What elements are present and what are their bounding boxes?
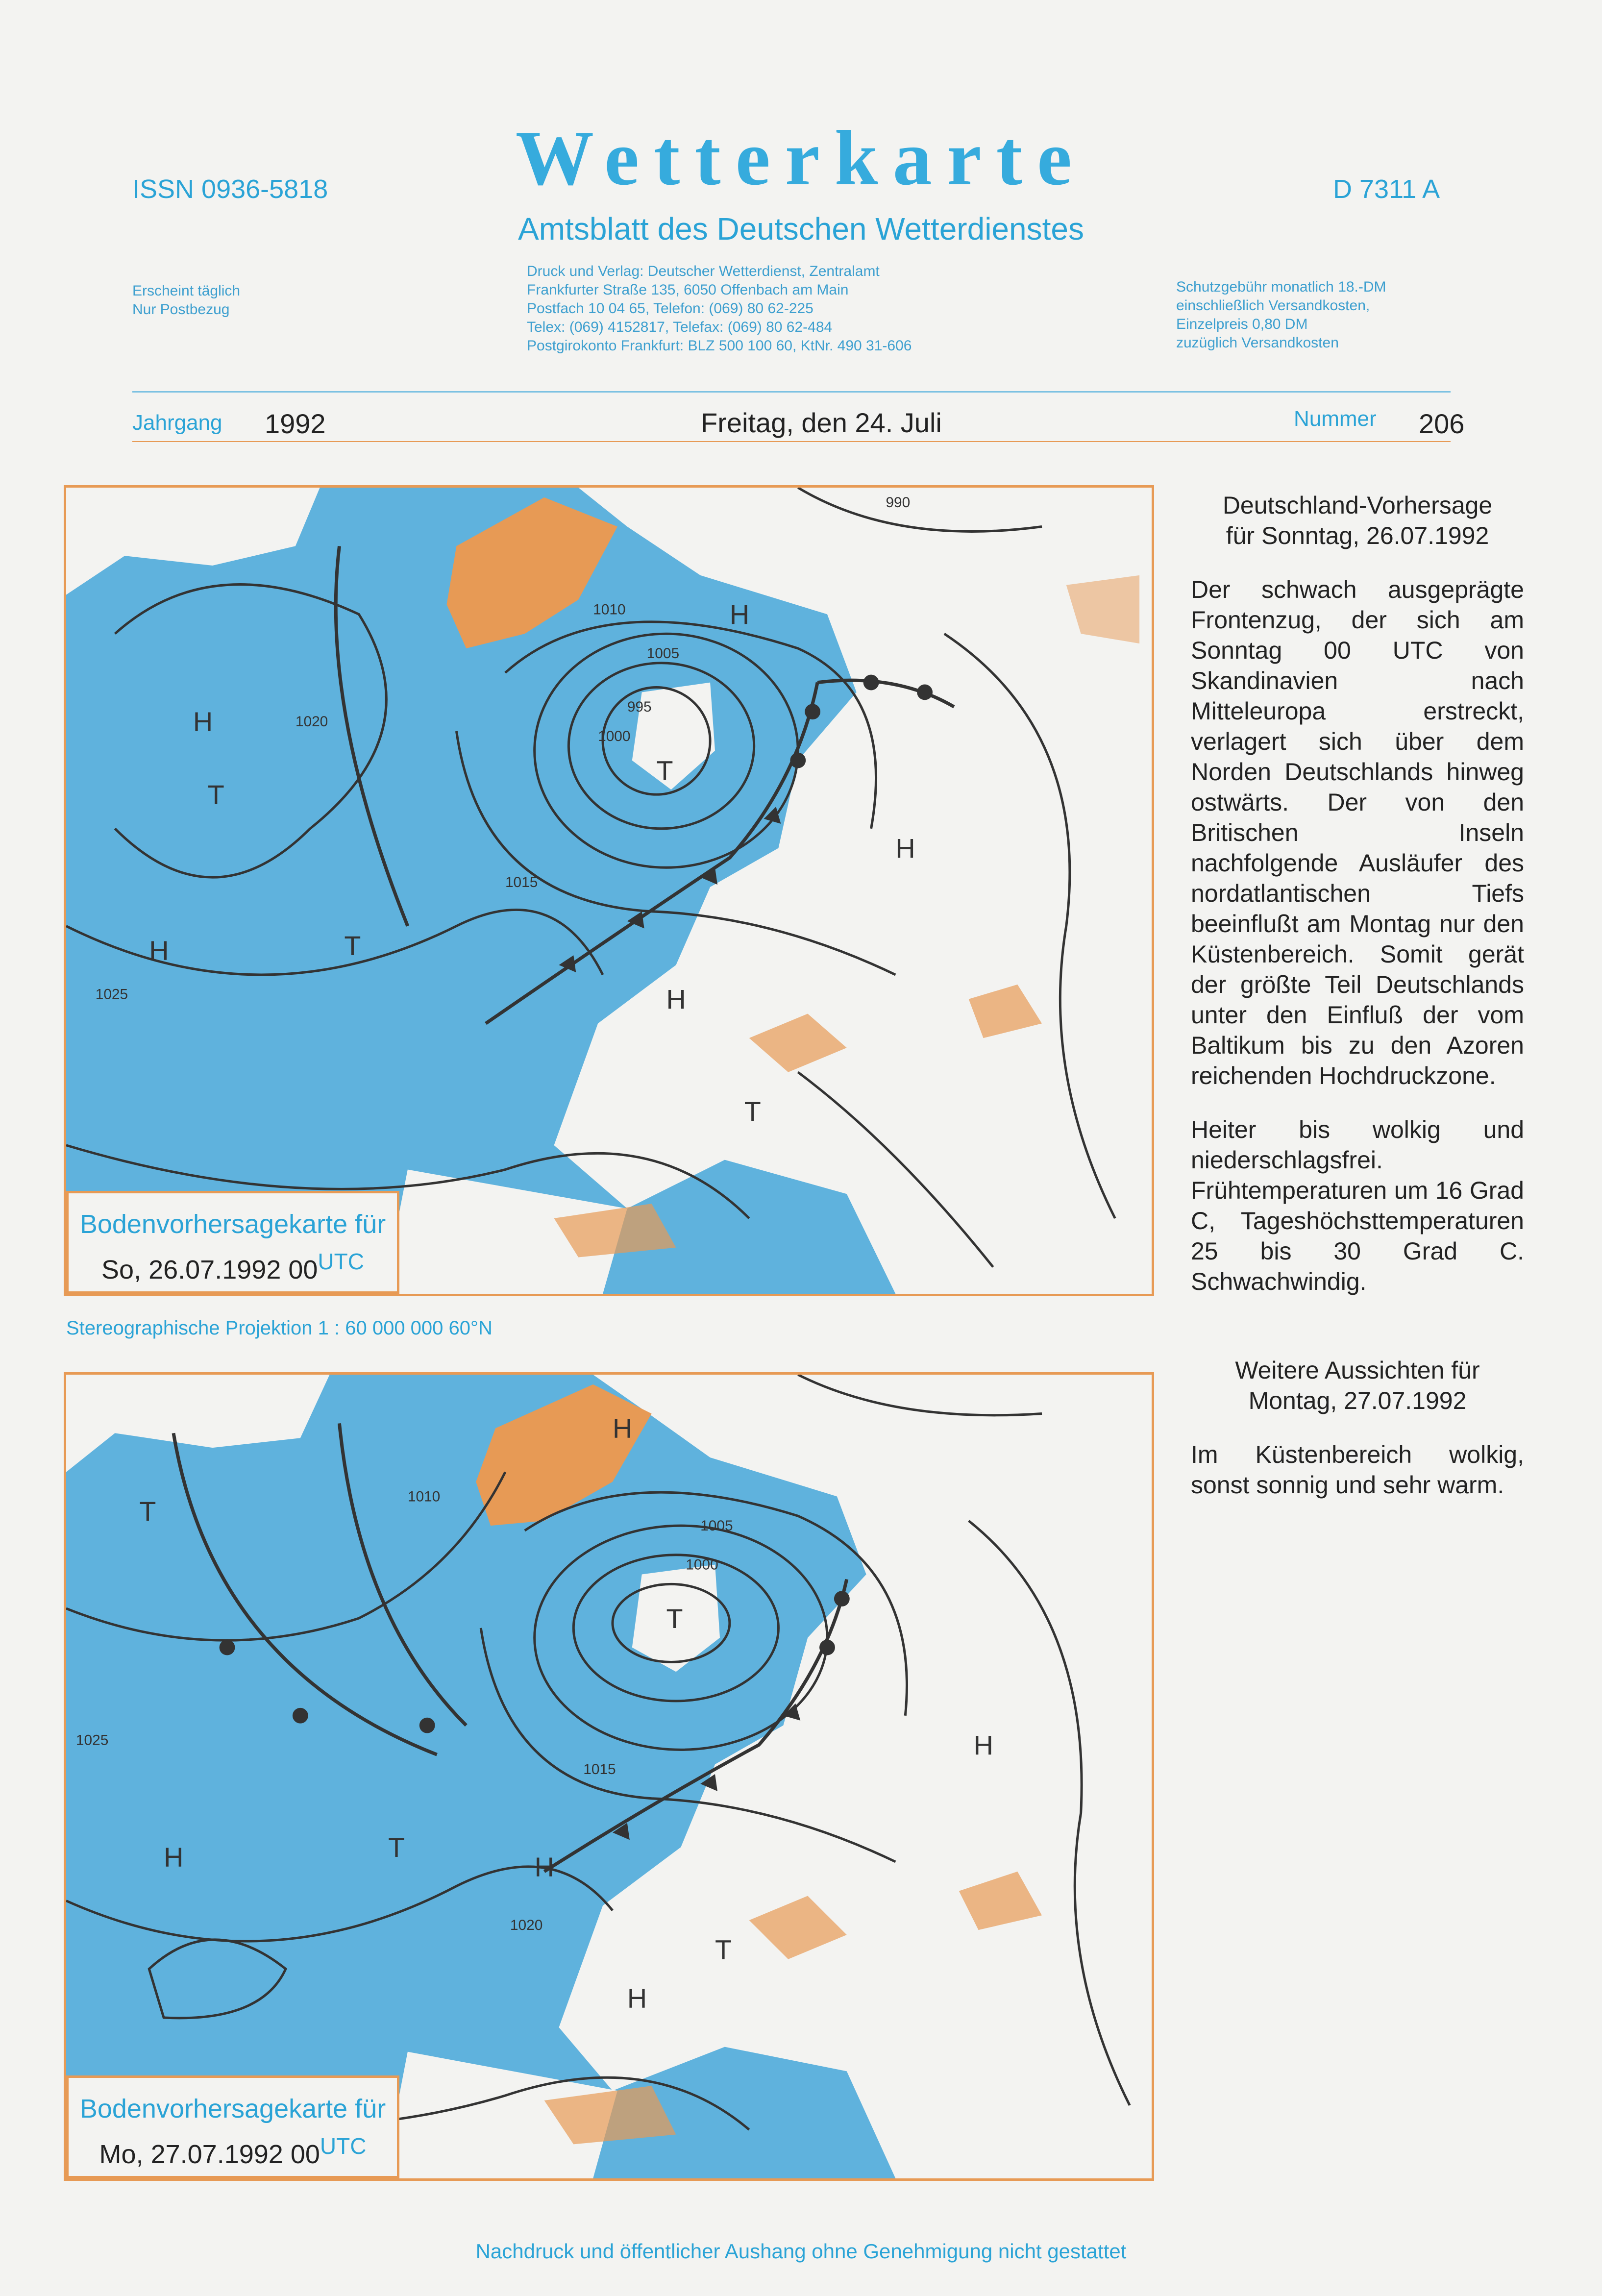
map-caption-date-text: Mo, 27.07.1992 00 bbox=[99, 2140, 320, 2169]
pressure-center-high: H bbox=[666, 984, 686, 1015]
price-info bbox=[1176, 278, 1386, 352]
masthead-subtitle: Amtsblatt des Deutschen Wetterdienstes bbox=[518, 211, 1084, 247]
forecast-paragraph: Der schwach ausgeprägte Frontenzug, der sich am Sonntag 00 UTC von Skandinavien nach Mitteleuropa erstreckt, verlagert sich über dem Norden Deutschlands hinweg ostwärts. Der von den Britischen Inseln nachfolgende Ausläufer des nordatlantischen Tiefs beeinflußt am Montag nur den Küstenbereich. Somit gerät der größte Teil Deutschlands unter den Einfluß der vom Baltikum bis zu den Azoren reichenden Hochdruckzone. bbox=[1191, 576, 1524, 1089]
map-caption-utc: UTC bbox=[320, 2133, 367, 2159]
pressure-center-high: H bbox=[149, 936, 169, 966]
forecast-map-sunday bbox=[64, 485, 1154, 1296]
forecast-heading bbox=[1191, 490, 1524, 551]
pressure-center-high: H bbox=[627, 1983, 647, 2014]
map-graphic bbox=[66, 488, 1152, 1294]
number-label: Nummer bbox=[1294, 407, 1377, 431]
outlook-column bbox=[1191, 1355, 1524, 1500]
isobar-label: 1025 bbox=[95, 986, 128, 1003]
pressure-center-high: H bbox=[612, 1413, 633, 1444]
forecast-column bbox=[1191, 490, 1524, 1297]
isobar-label: 1000 bbox=[686, 1556, 718, 1573]
publisher-line: Telex: (069) 4152817, Telefax: (069) 80 62-484 bbox=[527, 319, 833, 335]
pressure-center-high: H bbox=[193, 707, 213, 737]
forecast-paragraph: Heiter bis wolkig und niederschlagsfrei. Frühtemperaturen um 16 Grad C, Tageshöchsttemperaturen 25 bis 30 Grad C. Schwachwindig. bbox=[1191, 1116, 1524, 1295]
pressure-center-high: H bbox=[895, 833, 915, 864]
map-caption-title: Bodenvorhersagekarte für bbox=[79, 2094, 386, 2123]
outlook-paragraph: Im Küstenbereich wolkig, sonst sonnig und sehr warm. bbox=[1191, 1441, 1524, 1499]
issue-date: Freitag, den 24. Juli bbox=[701, 407, 942, 438]
map-caption-utc: UTC bbox=[318, 1249, 364, 1274]
isobar-label: 990 bbox=[886, 494, 911, 511]
pressure-center-high: H bbox=[164, 1842, 184, 1873]
outlook-heading-line: Weitere Aussichten für bbox=[1235, 1357, 1480, 1384]
isobar-label: 1010 bbox=[593, 601, 626, 618]
isobar-label: 1005 bbox=[700, 1518, 733, 1534]
map-caption-date bbox=[69, 2133, 397, 2170]
pressure-center-low: T bbox=[388, 1832, 405, 1863]
price-line: zuzüglich Versandkosten bbox=[1176, 335, 1339, 351]
isobar-label: 1010 bbox=[407, 1488, 441, 1505]
isobar-label: 1015 bbox=[583, 1761, 616, 1778]
price-line: Einzelpreis 0,80 DM bbox=[1176, 316, 1308, 332]
pressure-center-high: H bbox=[729, 599, 750, 630]
pressure-center-low: T bbox=[666, 1603, 683, 1634]
publisher-line: Postfach 10 04 65, Telefon: (069) 80 62-225 bbox=[527, 300, 813, 317]
isobar-label: 1015 bbox=[505, 874, 538, 891]
outlook-heading-line: Montag, 27.07.1992 bbox=[1248, 1387, 1467, 1414]
publication-info-line: Nur Postbezug bbox=[132, 301, 230, 318]
isobar-label: 1020 bbox=[510, 1917, 543, 1934]
publisher-line: Postgirokonto Frankfurt: BLZ 500 100 60, KtNr. 490 31-606 bbox=[527, 338, 912, 354]
header-rule bbox=[132, 391, 1451, 393]
price-line: einschließlich Versandkosten, bbox=[1176, 297, 1370, 314]
map-caption-date-text: So, 26.07.1992 00 bbox=[101, 1255, 318, 1284]
isobar-label: 995 bbox=[627, 699, 652, 716]
year-label: Jahrgang bbox=[132, 411, 222, 435]
pressure-center-low: T bbox=[139, 1496, 156, 1527]
publication-info-line: Erscheint täglich bbox=[132, 283, 241, 299]
pressure-center-low: T bbox=[207, 780, 224, 811]
pressure-center-low: T bbox=[344, 931, 361, 962]
postal-code: D 7311 A bbox=[1333, 174, 1440, 204]
map-graphic bbox=[66, 1375, 1152, 2178]
masthead-title: Wetterkarte bbox=[515, 114, 1087, 201]
map-caption-date bbox=[69, 1248, 397, 1285]
pressure-center-low: T bbox=[656, 755, 673, 786]
footer-notice: Nachdruck und öffentlicher Aushang ohne Genehmigung nicht gestattet bbox=[475, 2240, 1127, 2263]
pressure-center-low: T bbox=[715, 1934, 732, 1965]
forecast-map-monday bbox=[64, 1372, 1154, 2181]
pressure-center-high: H bbox=[973, 1730, 993, 1761]
map-caption-monday bbox=[66, 2075, 399, 2178]
projection-note: Stereographische Projektion 1 : 60 000 000 60°N bbox=[66, 1317, 493, 1339]
isobar-label: 1025 bbox=[75, 1732, 109, 1749]
issn: ISSN 0936-5818 bbox=[132, 174, 328, 204]
header-rule-bottom bbox=[132, 441, 1451, 442]
publisher-line: Druck und Verlag: Deutscher Wetterdienst, Zentralamt bbox=[527, 263, 880, 279]
pressure-center-high: H bbox=[534, 1852, 554, 1882]
map-caption-sunday bbox=[66, 1191, 399, 1294]
forecast-heading-line: Deutschland-Vorhersage bbox=[1222, 492, 1493, 519]
pressure-center-low: T bbox=[744, 1096, 761, 1127]
publisher-line: Frankfurter Straße 135, 6050 Offenbach am Main bbox=[527, 282, 849, 298]
publisher-info bbox=[527, 262, 912, 355]
publication-info bbox=[132, 282, 240, 319]
isobar-label: 1020 bbox=[295, 714, 328, 730]
year-value: 1992 bbox=[265, 408, 326, 439]
price-line: Schutzgebühr monatlich 18.-DM bbox=[1176, 279, 1386, 295]
forecast-heading-line: für Sonntag, 26.07.1992 bbox=[1226, 522, 1489, 549]
isobar-label: 1000 bbox=[598, 728, 631, 744]
isobar-label: 1005 bbox=[646, 645, 680, 662]
number-value: 206 bbox=[1419, 408, 1465, 439]
map-caption-title: Bodenvorhersagekarte für bbox=[79, 1210, 386, 1239]
outlook-heading bbox=[1191, 1355, 1524, 1416]
